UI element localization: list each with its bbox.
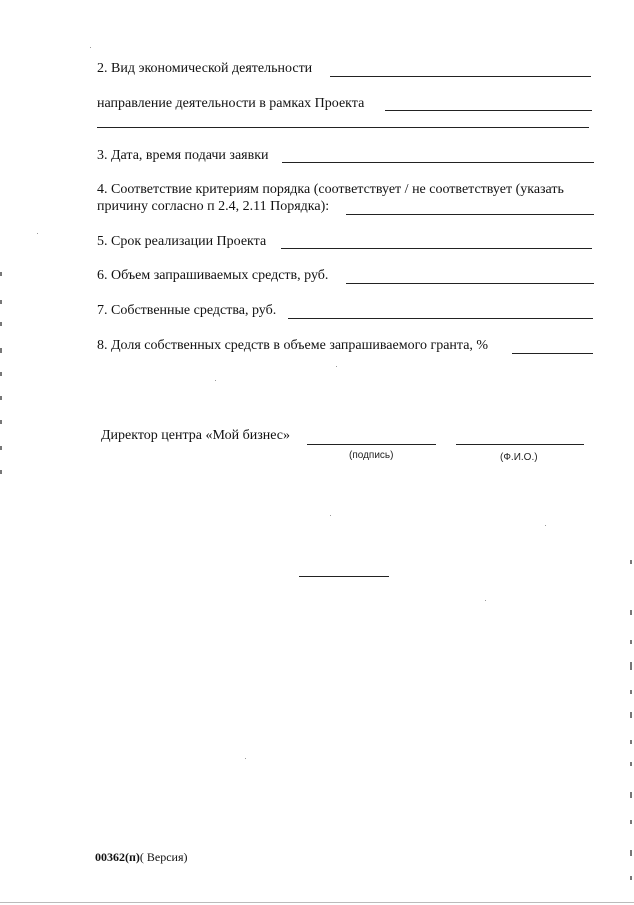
item5-label: 5. Срок реализации Проекта (97, 234, 267, 249)
item8-input-line[interactable] (512, 353, 593, 354)
scan-artifact (485, 600, 486, 601)
scan-artifact (0, 446, 2, 450)
scan-artifact (630, 662, 632, 670)
scan-artifact (630, 690, 632, 694)
scan-artifact (630, 792, 632, 798)
item5-input-line[interactable] (281, 248, 592, 249)
name-line[interactable] (456, 444, 584, 445)
item8-label: 8. Доля собственных средств в объеме запрашиваемого гранта, % (97, 338, 489, 353)
scan-artifact (0, 420, 2, 424)
name-caption: (Ф.И.О.) (500, 452, 538, 463)
scan-artifact (330, 515, 331, 516)
item6-input-line[interactable] (346, 283, 594, 284)
scan-artifact (630, 850, 632, 856)
item4-input-line[interactable] (346, 214, 594, 215)
scan-artifact (630, 610, 632, 615)
document-code (95, 850, 188, 864)
scan-artifact (0, 348, 2, 353)
separator-line (299, 576, 389, 577)
scan-artifact (630, 560, 632, 564)
item2-sub-label: направление деятельности в рамках Проекта (97, 96, 365, 111)
scan-artifact (630, 876, 632, 880)
scan-artifact (630, 740, 632, 744)
scan-artifact (545, 525, 546, 526)
scan-artifact (90, 47, 91, 48)
scan-artifact (0, 322, 2, 326)
doc-code: 00362(п) (95, 850, 140, 864)
scan-artifact (37, 233, 38, 234)
item6-label: 6. Объем запрашиваемых средств, руб. (97, 268, 329, 283)
item3-label: 3. Дата, время подачи заявки (97, 148, 269, 163)
item4-label-line1: 4. Соответствие критериям порядка (соответствует / не соответствует (указать (97, 182, 564, 197)
item2-extra-input-line[interactable] (97, 127, 589, 128)
item4-label-line2: причину согласно п 2.4, 2.11 Порядка): (97, 199, 330, 214)
item2-input-line[interactable] (330, 76, 591, 77)
scan-artifact (336, 366, 337, 367)
scan-artifact (0, 470, 2, 474)
item7-input-line[interactable] (288, 318, 593, 319)
version-text: ( Версия) (139, 850, 188, 864)
item2-label: 2. Вид экономической деятельности (97, 61, 313, 76)
signature-line[interactable] (307, 444, 436, 445)
scan-artifact (630, 762, 632, 766)
signature-caption: (подпись) (349, 450, 394, 461)
item2-sub-input-line[interactable] (385, 110, 592, 111)
director-label: Директор центра «Мой бизнес» (101, 428, 291, 443)
scan-artifact (0, 902, 634, 903)
scan-artifact (215, 380, 216, 381)
scan-artifact (630, 640, 632, 644)
scan-artifact (630, 712, 632, 718)
scan-artifact (0, 272, 2, 276)
scan-artifact (0, 396, 2, 400)
scan-artifact (0, 300, 2, 304)
item3-input-line[interactable] (282, 162, 594, 163)
scan-artifact (630, 820, 632, 824)
scan-artifact (0, 372, 2, 376)
scan-artifact (245, 758, 246, 759)
item7-label: 7. Собственные средства, руб. (97, 303, 277, 318)
